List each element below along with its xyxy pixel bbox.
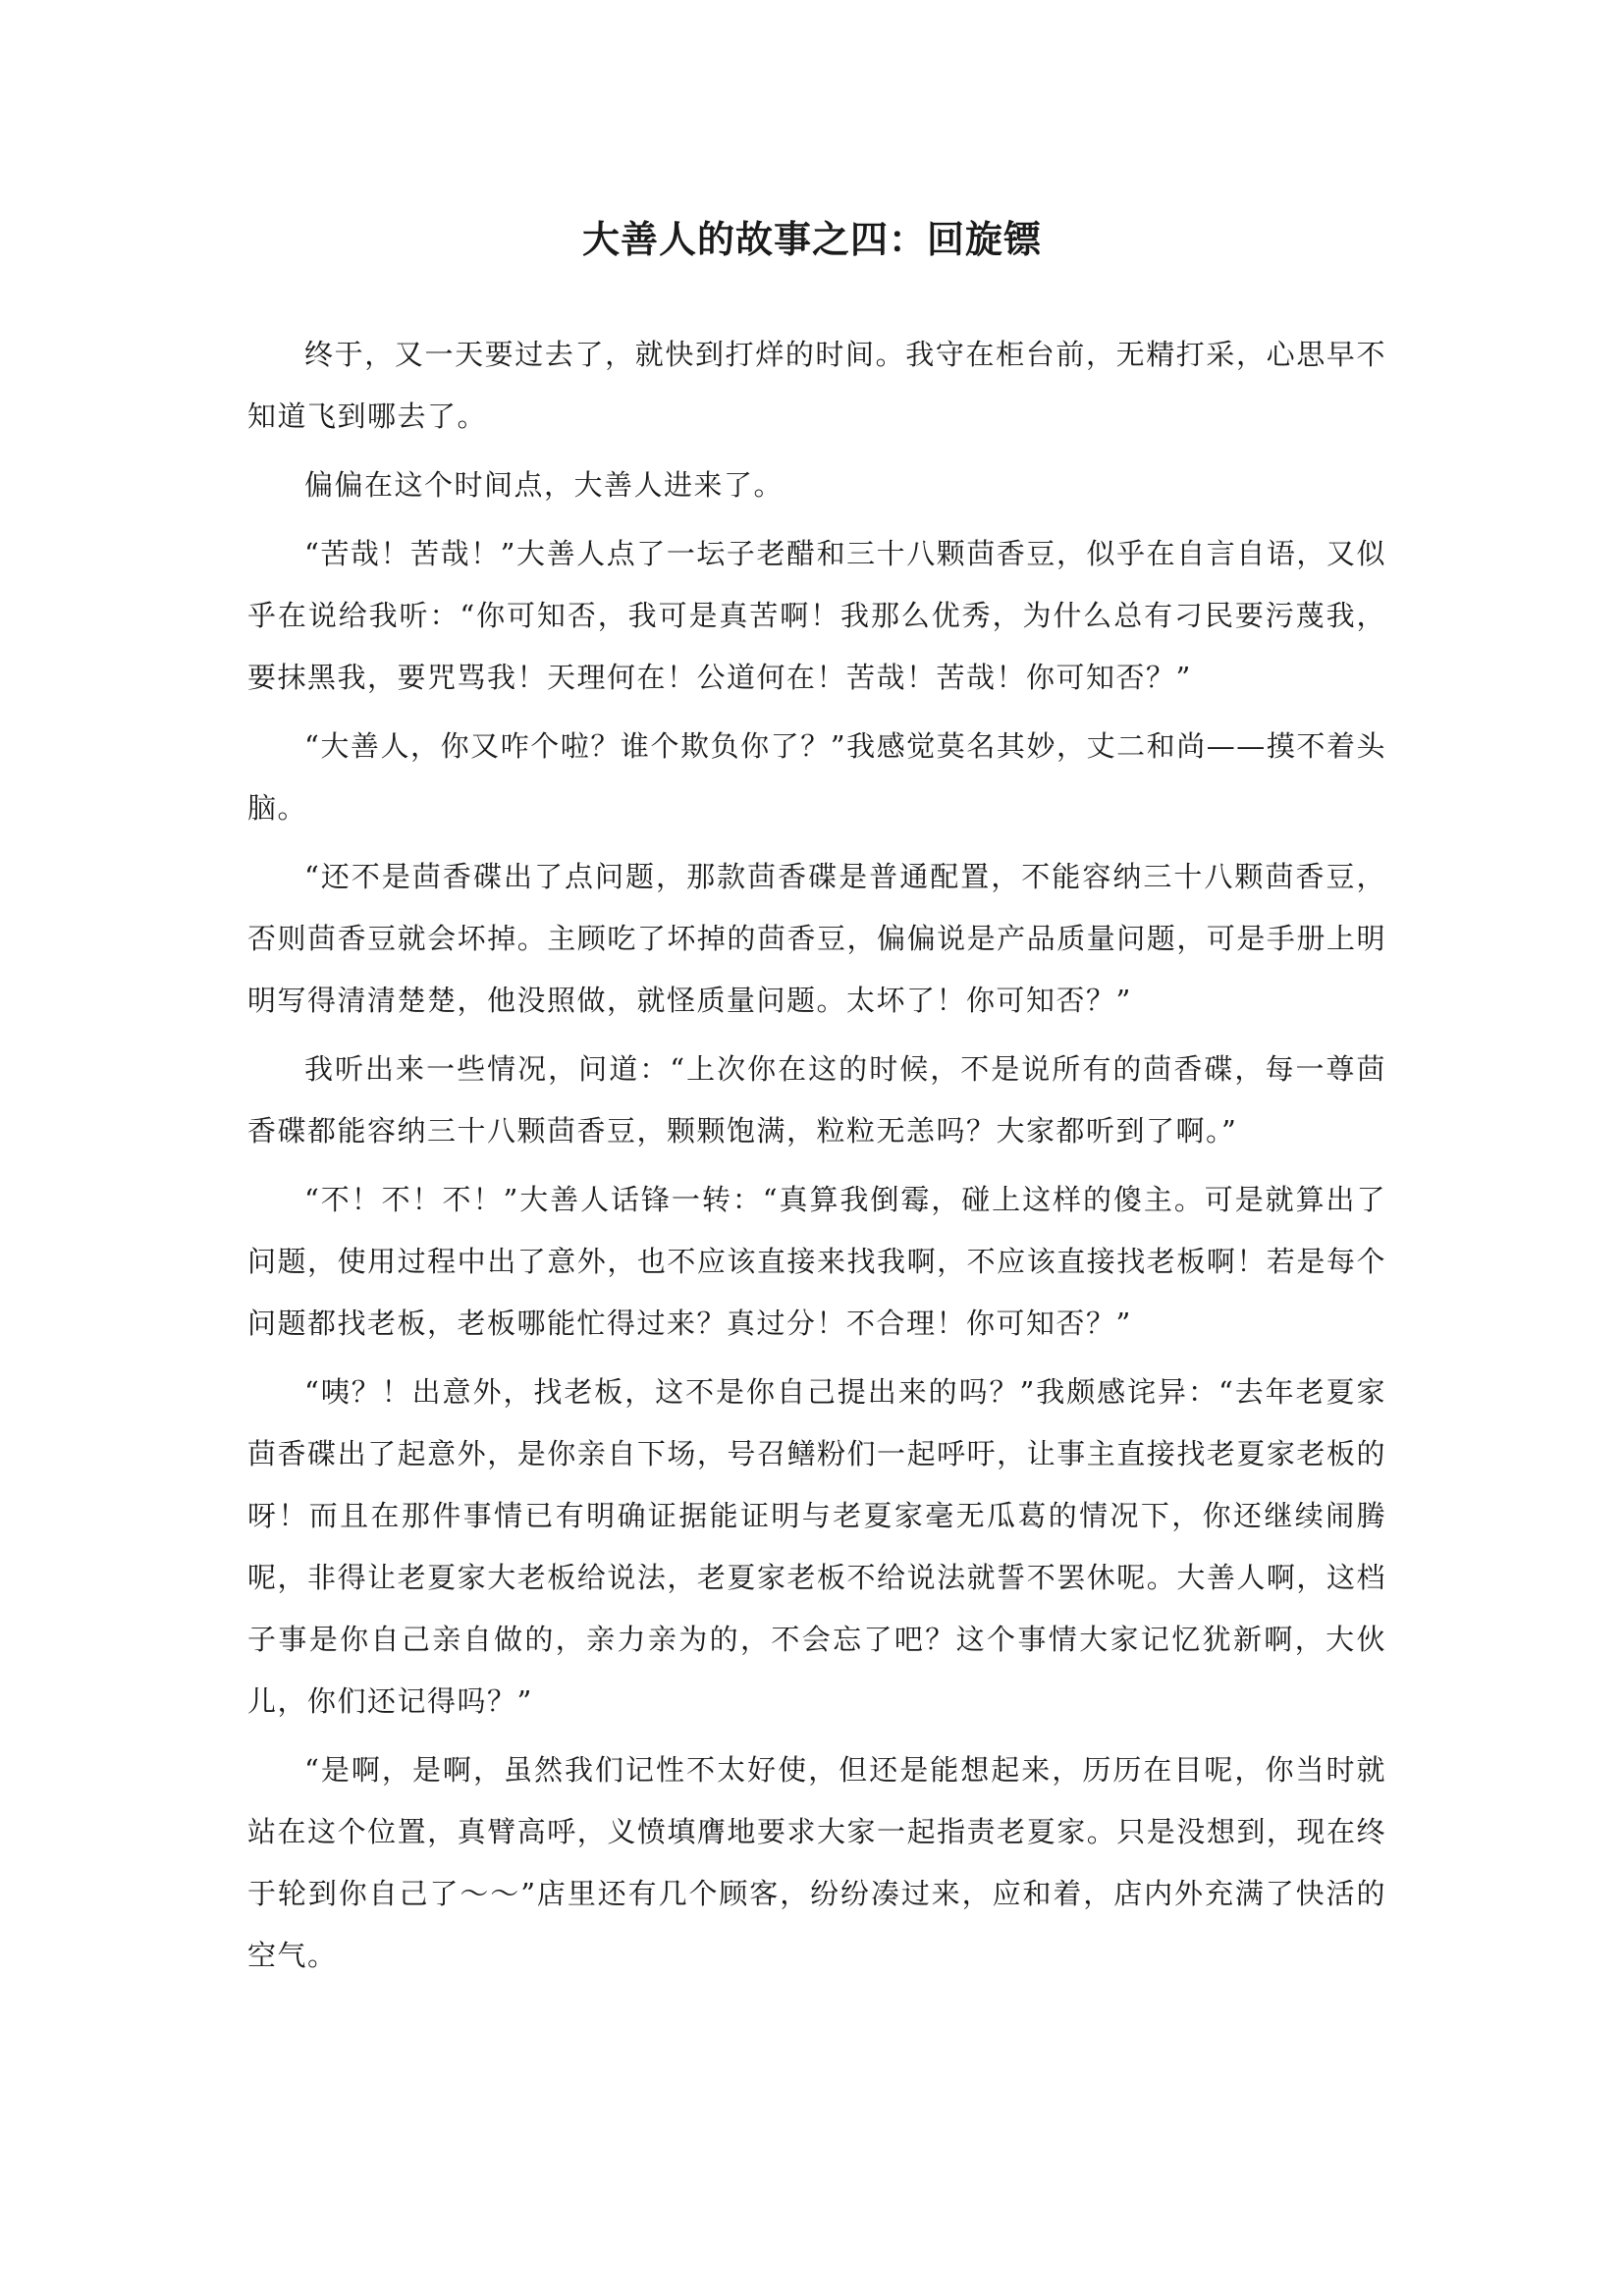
paragraph-9: “是啊，是啊，虽然我们记性不太好使，但还是能想起来，历历在目呢，你当时就站在这个位置，真臂高呼，义愤填膺地要求大家一起指责老夏家。只是没想到，现在终于轮到你自己了～～”店里还有几个顾客，纷纷凑过来，应和着，店内外充满了快活的空气。 bbox=[247, 1753, 1386, 1972]
paragraph-6: 我听出来一些情况，问道：“上次你在这的时候，不是说所有的茴香碟，每一尊茴香碟都能容纳三十八颗茴香豆，颗颗饱满，粒粒无恙吗？大家都听到了啊。” bbox=[247, 1052, 1386, 1148]
paragraph-4: “大善人，你又咋个啦？谁个欺负你了？”我感觉莫名其妙，丈二和尚——摸不着头脑。 bbox=[247, 729, 1386, 825]
body-text bbox=[247, 324, 1386, 1994]
paragraph-3: “苦哉！苦哉！”大善人点了一坛子老醋和三十八颗茴香豆，似乎在自言自语，又似乎在说给我听：“你可知否，我可是真苦啊！我那么优秀，为什么总有刁民要污蔑我，要抹黑我，要咒骂我！天理何在！公道何在！苦哉！苦哉！你可知否？” bbox=[247, 537, 1386, 694]
paragraph-2: 偏偏在这个时间点，大善人进来了。 bbox=[304, 468, 785, 502]
paragraph-5: “还不是茴香碟出了点问题，那款茴香碟是普通配置，不能容纳三十八颗茴香豆，否则茴香豆就会坏掉。主顾吃了坏掉的茴香豆，偏偏说是产品质量问题，可是手册上明明写得清清楚楚，他没照做，就怪质量问题。太坏了！你可知否？” bbox=[247, 860, 1386, 1017]
paragraph-1: 终于，又一天要过去了，就快到打烊的时间。我守在柜台前，无精打采，心思早不知道飞到哪去了。 bbox=[247, 338, 1386, 433]
page-title: 大善人的故事之四：回旋镖 bbox=[581, 218, 1042, 261]
paragraph-8: “咦？！出意外，找老板，这不是你自己提出来的吗？”我颇感诧异：“去年老夏家茴香碟出了起意外，是你亲自下场，号召鳝粉们一起呼吁，让事主直接找老夏家老板的呀！而且在那件事情已有明确证据能证明与老夏家毫无瓜葛的情况下，你还继续闹腾呢，非得让老夏家大老板给说法，老夏家老板不给说法就誓不罢休呢。大善人啊，这档子事是你自己亲自做的，亲力亲为的，不会忘了吧？这个事情大家记忆犹新啊，大伙儿，你们还记得吗？” bbox=[247, 1375, 1386, 1718]
paragraph-7: “不！不！不！”大善人话锋一转：“真算我倒霉，碰上这样的傻主。可是就算出了问题，使用过程中出了意外，也不应该直接来找我啊，不应该直接找老板啊！若是每个问题都找老板，老板哪能忙得过来？真过分！不合理！你可知否？” bbox=[247, 1183, 1386, 1340]
